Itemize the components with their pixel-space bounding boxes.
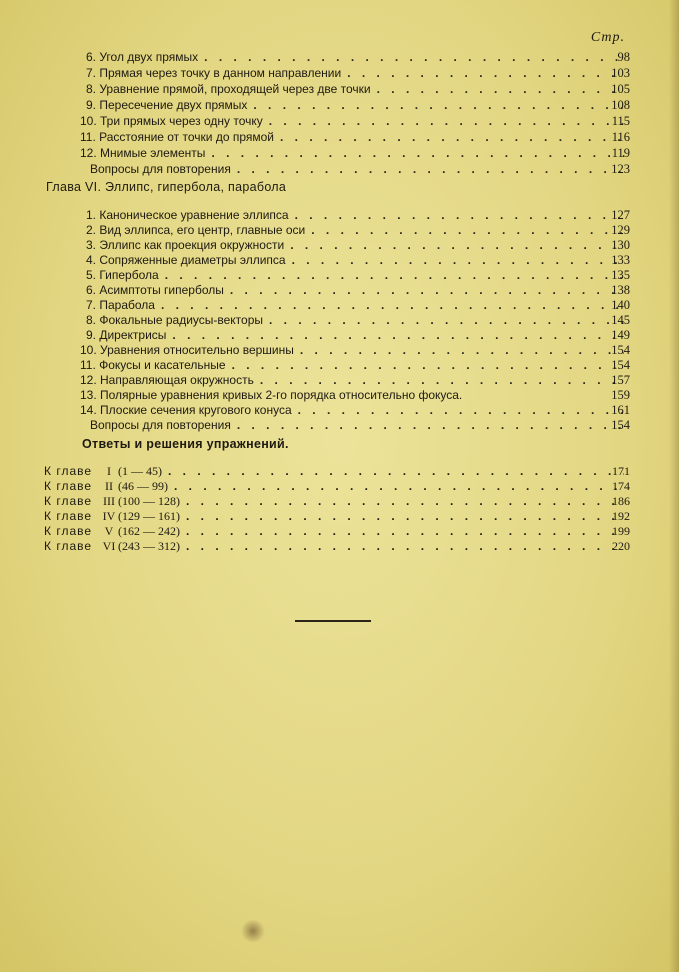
answer-entry: К главе II (46 — 99) . . . 174 [44, 479, 630, 494]
page-edge-shadow [669, 0, 679, 972]
toc-entry: 11. Расстояние от точки до прямой . . . 116 [80, 130, 630, 145]
toc-entry: 14. Плоские сечения кругового конуса . . . 161 [80, 403, 630, 418]
toc-entry: 9. Директрисы . . . 149 [86, 328, 630, 343]
toc-entry: 6. Угол двух прямых . . . 98 [86, 50, 630, 65]
toc-entry: 8. Уравнение прямой, проходящей через две точки . . . 105 [86, 82, 630, 97]
toc-entry: 8. Фокальные радиусы-векторы . . . 145 [86, 313, 630, 328]
toc-entry: 1. Каноническое уравнение эллипса . . . 127 [86, 208, 630, 223]
toc-entry: 11. Фокусы и касательные . . . 154 [80, 358, 630, 373]
toc-entry: 7. Прямая через точку в данном направлении . . . 103 [86, 66, 630, 81]
answer-entry: К главе I (1 — 45) . . . 171 [44, 464, 630, 479]
toc-entry: 10. Три прямых через одну точку . . . 115 [80, 114, 630, 129]
answer-entry: К главе III (100 — 128) . . . 186 [44, 494, 630, 509]
toc-entry: 12. Мнимые элементы . . . 119 [80, 146, 630, 161]
toc-entry-review: Вопросы для повторения . . . 123 [90, 162, 630, 177]
answers-title: Ответы и решения упражнений. [82, 437, 289, 451]
toc-entry: 12. Направляющая окружность . . . 157 [80, 373, 630, 388]
toc-entry: 7. Парабола . . . 140 [86, 298, 630, 313]
chapter-title: Глава VI. Эллипс, гипербола, парабола [46, 180, 287, 194]
toc-entry: 6. Асимптоты гиперболы . . . 138 [86, 283, 630, 298]
toc-entry: 10. Уравнения относительно вершины . . . 154 [80, 343, 630, 358]
toc-entry: 4. Сопряженные диаметры эллипса . . . 133 [86, 253, 630, 268]
answer-entry: К главе VI (243 — 312) . . . 220 [44, 539, 630, 554]
answer-entry: К главе IV (129 — 161) . . . 192 [44, 509, 630, 524]
toc-entry: 2. Вид эллипса, его центр, главные оси . . . 129 [86, 223, 630, 238]
section-divider [295, 620, 371, 622]
toc-entry-review: Вопросы для повторения . . . 154 [90, 418, 630, 433]
toc-entry: 9. Пересечение двух прямых . . . 108 [86, 98, 630, 113]
ink-smudge [240, 920, 266, 942]
toc-entry: 3. Эллипс как проекция окружности . . . 130 [86, 238, 630, 253]
toc-entry: 5. Гипербола . . . 135 [86, 268, 630, 283]
page-column-label: Стр. [590, 30, 625, 45]
answer-entry: К главе V (162 — 242) . . . 199 [44, 524, 630, 539]
toc-entry: 13. Полярные уравнения кривых 2-го порядка относительно фокуса. 159 [80, 388, 630, 402]
